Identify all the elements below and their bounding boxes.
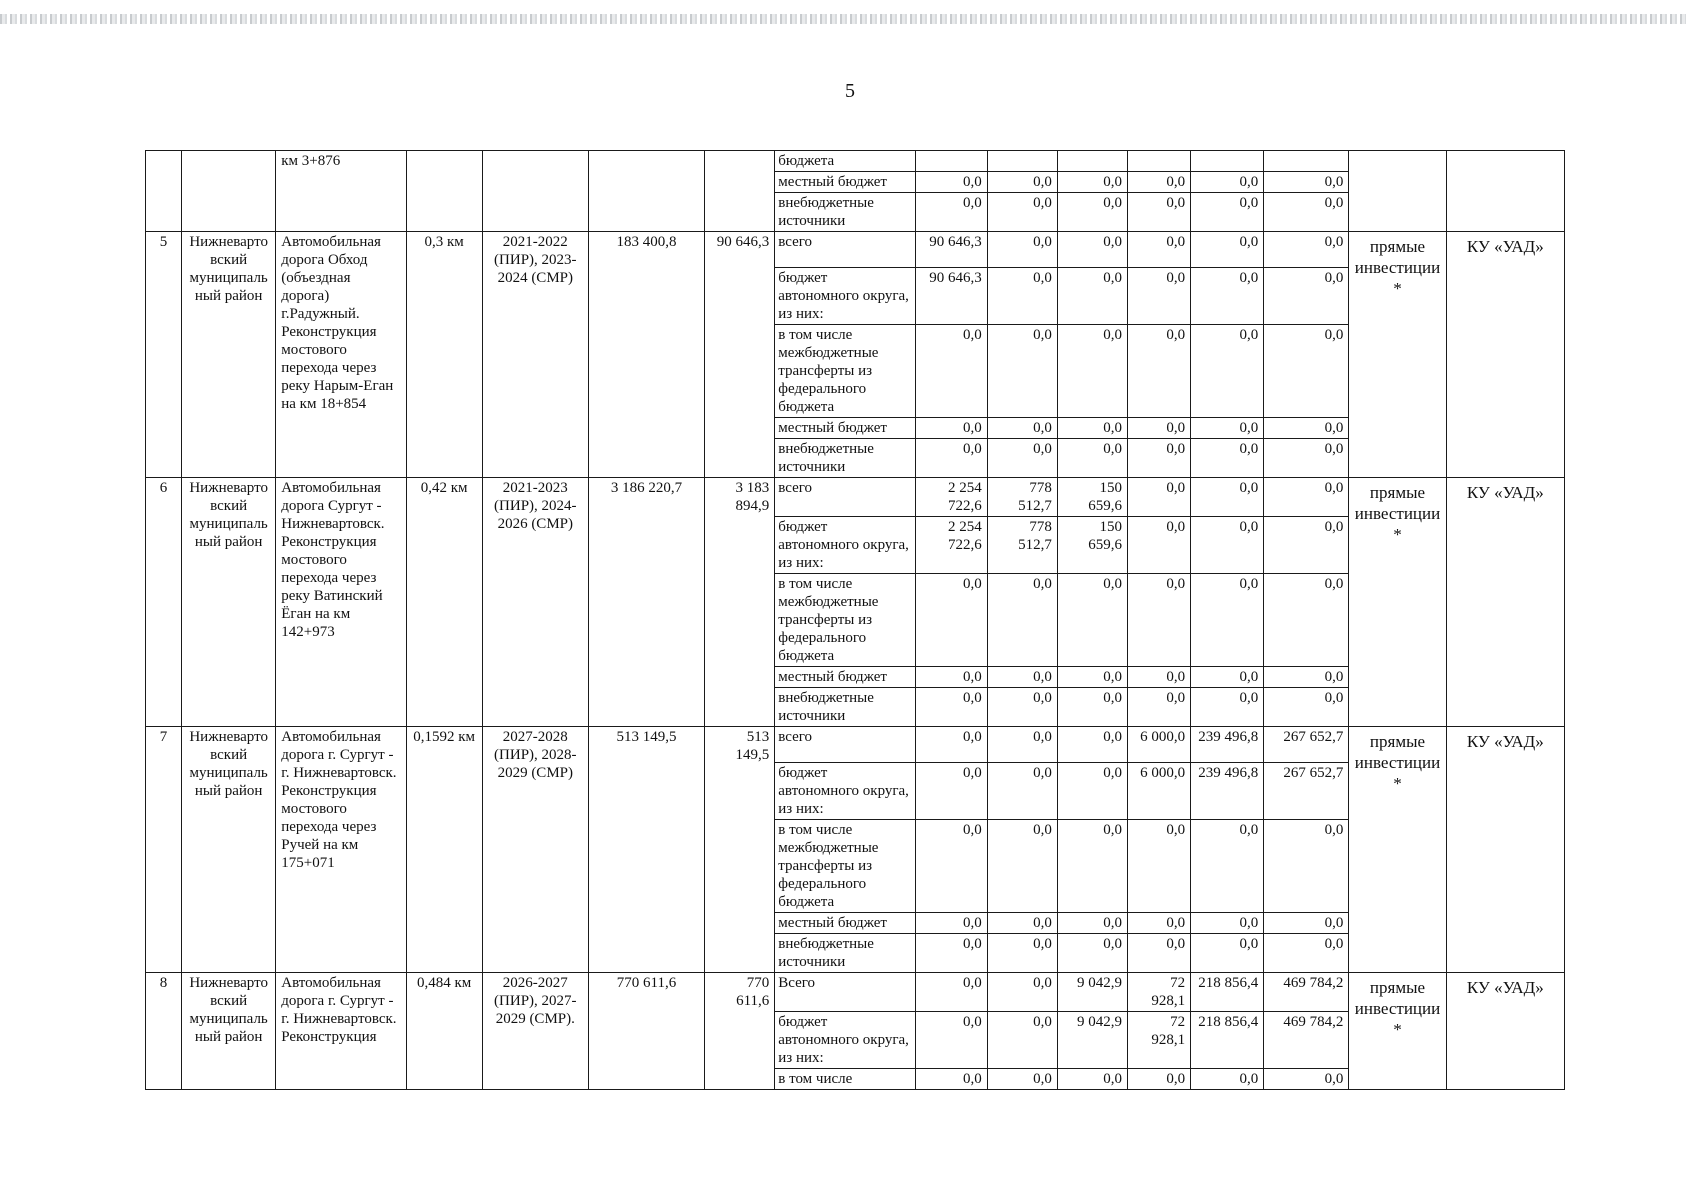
amount-cell: 0,0 (1191, 913, 1264, 934)
amount-cell: 0,0 (987, 418, 1057, 439)
amount-cell: 0,0 (987, 763, 1057, 820)
remaining-cost: 90 646,3 (705, 232, 775, 478)
length: 0,484 км (406, 973, 482, 1090)
amount-cell: 218 856,4 (1191, 1012, 1264, 1069)
amount-cell: 0,0 (1191, 232, 1264, 268)
amount-cell: 0,0 (1264, 439, 1349, 478)
amount-cell: 0,0 (1264, 574, 1349, 667)
amount-cell: 0,0 (987, 913, 1057, 934)
amount-cell: 0,0 (1264, 268, 1349, 325)
investment-form: прямые инвестиции * (1349, 973, 1446, 1090)
amount-cell: 239 496,8 (1191, 727, 1264, 763)
amount-cell: 150 659,6 (1057, 517, 1127, 574)
amount-cell: 9 042,9 (1057, 973, 1127, 1012)
scan-streak (0, 14, 1686, 24)
investment-table (145, 150, 1565, 1090)
customer: КУ «УАД» (1446, 478, 1564, 727)
funding-source: бюджет автономного округа, из них: (775, 268, 915, 325)
period: 2021-2022 (ПИР), 2023-2024 (СМР) (482, 232, 588, 478)
amount-cell: 0,0 (1264, 934, 1349, 973)
amount-cell: 0,0 (1127, 478, 1190, 517)
amount-cell: 0,0 (1127, 913, 1190, 934)
amount-cell: 0,0 (1127, 418, 1190, 439)
period: 2026-2027 (ПИР), 2027-2029 (СМР). (482, 973, 588, 1090)
amount-cell: 0,0 (915, 820, 987, 913)
investment-form: прямые инвестиции * (1349, 232, 1446, 478)
funding-source: в том числе межбюджетные трансферты из федерального бюджета (775, 820, 915, 913)
amount-cell: 72 928,1 (1127, 973, 1190, 1012)
funding-source: Всего (775, 973, 915, 1012)
amount-cell: 0,0 (987, 820, 1057, 913)
amount-cell: 0,0 (1057, 913, 1127, 934)
amount-cell: 0,0 (987, 232, 1057, 268)
amount-cell: 0,0 (915, 418, 987, 439)
amount-cell: 0,0 (1057, 268, 1127, 325)
amount-cell: 0,0 (915, 934, 987, 973)
amount-cell: 469 784,2 (1264, 1012, 1349, 1069)
remaining-cost: 3 183 894,9 (705, 478, 775, 727)
amount-cell: 0,0 (915, 193, 987, 232)
customer: КУ «УАД» (1446, 973, 1564, 1090)
amount-cell: 2 254 722,6 (915, 478, 987, 517)
amount-cell: 469 784,2 (1264, 973, 1349, 1012)
length: 0,3 км (406, 232, 482, 478)
amount-cell: 0,0 (1057, 172, 1127, 193)
amount-cell (987, 151, 1057, 172)
amount-cell: 0,0 (915, 172, 987, 193)
amount-cell: 0,0 (1057, 763, 1127, 820)
amount-cell: 0,0 (987, 934, 1057, 973)
customer: КУ «УАД» (1446, 232, 1564, 478)
amount-cell: 0,0 (1191, 1069, 1264, 1090)
amount-cell: 2 254 722,6 (915, 517, 987, 574)
amount-cell: 0,0 (1057, 1069, 1127, 1090)
amount-cell: 0,0 (1127, 232, 1190, 268)
amount-cell: 0,0 (915, 325, 987, 418)
amount-cell: 0,0 (1057, 667, 1127, 688)
table-row (146, 478, 1565, 517)
amount-cell: 0,0 (1127, 667, 1190, 688)
row-number: 6 (146, 478, 182, 727)
object-name: Автомобильная дорога Обход (объездная дорога) г.Радужный. Реконструкция мостового перехода через реку Нарым-Еган на км 18+854 (276, 232, 406, 478)
amount-cell: 0,0 (1264, 232, 1349, 268)
amount-cell: 0,0 (1191, 478, 1264, 517)
amount-cell: 0,0 (1191, 667, 1264, 688)
amount-cell: 0,0 (1127, 1069, 1190, 1090)
amount-cell: 0,0 (1191, 268, 1264, 325)
funding-source: местный бюджет (775, 172, 915, 193)
amount-cell: 0,0 (987, 1069, 1057, 1090)
amount-cell: 0,0 (987, 439, 1057, 478)
amount-cell: 0,0 (1191, 418, 1264, 439)
object-name: км 3+876 (276, 151, 406, 232)
period (482, 151, 588, 232)
amount-cell: 0,0 (1264, 688, 1349, 727)
object-name: Автомобильная дорога Сургут - Нижневартовск. Реконструкция мостового перехода через реку Ватинский Ёган на км 142+973 (276, 478, 406, 727)
length (406, 151, 482, 232)
amount-cell: 0,0 (915, 1069, 987, 1090)
funding-source: местный бюджет (775, 913, 915, 934)
amount-cell: 0,0 (1127, 574, 1190, 667)
amount-cell: 0,0 (1057, 418, 1127, 439)
amount-cell: 0,0 (987, 688, 1057, 727)
investment-form: прямые инвестиции * (1349, 727, 1446, 973)
amount-cell: 0,0 (987, 193, 1057, 232)
remaining-cost (705, 151, 775, 232)
funding-source: внебюджетные источники (775, 688, 915, 727)
amount-cell: 0,0 (915, 1012, 987, 1069)
length: 0,1592 км (406, 727, 482, 973)
funding-source: внебюджетные источники (775, 193, 915, 232)
amount-cell: 0,0 (1191, 517, 1264, 574)
district-name: Нижневартовский муниципальный район (182, 973, 276, 1090)
remaining-cost: 770 611,6 (705, 973, 775, 1090)
amount-cell: 90 646,3 (915, 268, 987, 325)
amount-cell: 0,0 (1127, 268, 1190, 325)
object-name: Автомобильная дорога г. Сургут - г. Нижневартовск. Реконструкция мостового перехода через Ручей на км 175+071 (276, 727, 406, 973)
amount-cell: 0,0 (987, 727, 1057, 763)
amount-cell: 0,0 (1127, 439, 1190, 478)
page-number: 5 (845, 80, 855, 102)
amount-cell: 0,0 (1057, 325, 1127, 418)
investment-form: прямые инвестиции * (1349, 478, 1446, 727)
amount-cell: 0,0 (1264, 667, 1349, 688)
funding-source: бюджет автономного округа, из них: (775, 517, 915, 574)
funding-source: всего (775, 232, 915, 268)
amount-cell: 0,0 (987, 268, 1057, 325)
amount-cell: 0,0 (1057, 439, 1127, 478)
amount-cell: 0,0 (915, 667, 987, 688)
amount-cell: 0,0 (915, 973, 987, 1012)
amount-cell (1264, 151, 1349, 172)
amount-cell: 72 928,1 (1127, 1012, 1190, 1069)
amount-cell: 0,0 (1127, 517, 1190, 574)
amount-cell: 0,0 (1264, 1069, 1349, 1090)
funding-source: в том числе межбюджетные трансферты из федерального бюджета (775, 325, 915, 418)
funding-source: всего (775, 478, 915, 517)
amount-cell: 239 496,8 (1191, 763, 1264, 820)
cost: 183 400,8 (588, 232, 704, 478)
table-body (146, 151, 1565, 1090)
cost: 3 186 220,7 (588, 478, 704, 727)
amount-cell: 0,0 (1057, 688, 1127, 727)
amount-cell: 0,0 (1191, 172, 1264, 193)
amount-cell: 218 856,4 (1191, 973, 1264, 1012)
amount-cell: 0,0 (1127, 193, 1190, 232)
remaining-cost: 513 149,5 (705, 727, 775, 973)
amount-cell: 0,0 (1191, 934, 1264, 973)
district-name: Нижневартовский муниципальный район (182, 478, 276, 727)
amount-cell: 90 646,3 (915, 232, 987, 268)
amount-cell: 0,0 (1127, 934, 1190, 973)
amount-cell (1127, 151, 1190, 172)
funding-source: бюджет автономного округа, из них: (775, 763, 915, 820)
amount-cell: 0,0 (1127, 325, 1190, 418)
funding-source: в том числе межбюджетные трансферты из федерального бюджета (775, 574, 915, 667)
funding-source: бюджет автономного округа, из них: (775, 1012, 915, 1069)
amount-cell: 0,0 (1264, 820, 1349, 913)
amount-cell: 0,0 (1057, 727, 1127, 763)
amount-cell: 0,0 (915, 574, 987, 667)
amount-cell: 6 000,0 (1127, 727, 1190, 763)
cost: 770 611,6 (588, 973, 704, 1090)
funding-source: внебюджетные источники (775, 934, 915, 973)
funding-source: внебюджетные источники (775, 439, 915, 478)
amount-cell: 0,0 (1127, 172, 1190, 193)
amount-cell: 0,0 (1264, 478, 1349, 517)
funding-source: всего (775, 727, 915, 763)
amount-cell: 0,0 (987, 574, 1057, 667)
period: 2027-2028 (ПИР), 2028-2029 (СМР) (482, 727, 588, 973)
amount-cell: 6 000,0 (1127, 763, 1190, 820)
row-number: 5 (146, 232, 182, 478)
amount-cell: 0,0 (1264, 193, 1349, 232)
amount-cell: 0,0 (1264, 172, 1349, 193)
amount-cell: 0,0 (987, 325, 1057, 418)
amount-cell: 0,0 (1191, 439, 1264, 478)
amount-cell (1191, 151, 1264, 172)
district-name: Нижневартовский муниципальный район (182, 232, 276, 478)
row-number: 7 (146, 727, 182, 973)
amount-cell: 0,0 (915, 688, 987, 727)
district-name (182, 151, 276, 232)
amount-cell: 0,0 (915, 439, 987, 478)
amount-cell: 778 512,7 (987, 478, 1057, 517)
row-number: 8 (146, 973, 182, 1090)
amount-cell: 0,0 (987, 667, 1057, 688)
funding-source: местный бюджет (775, 418, 915, 439)
amount-cell: 0,0 (915, 727, 987, 763)
amount-cell (915, 151, 987, 172)
amount-cell: 0,0 (1191, 820, 1264, 913)
table-row (146, 727, 1565, 763)
table-row (146, 151, 1565, 172)
amount-cell: 778 512,7 (987, 517, 1057, 574)
amount-cell: 0,0 (1057, 232, 1127, 268)
cost: 513 149,5 (588, 727, 704, 973)
amount-cell: 0,0 (1264, 418, 1349, 439)
amount-cell: 0,0 (987, 973, 1057, 1012)
investment-form (1349, 151, 1446, 232)
amount-cell: 267 652,7 (1264, 763, 1349, 820)
object-name: Автомобильная дорога г. Сургут - г. Нижневартовск. Реконструкция (276, 973, 406, 1090)
cost (588, 151, 704, 232)
amount-cell: 9 042,9 (1057, 1012, 1127, 1069)
customer: КУ «УАД» (1446, 727, 1564, 973)
amount-cell: 0,0 (1264, 517, 1349, 574)
amount-cell: 0,0 (915, 763, 987, 820)
period: 2021-2023 (ПИР), 2024-2026 (СМР) (482, 478, 588, 727)
amount-cell: 0,0 (915, 913, 987, 934)
amount-cell: 0,0 (1191, 193, 1264, 232)
table-row (146, 973, 1565, 1012)
district-name: Нижневартовский муниципальный район (182, 727, 276, 973)
amount-cell: 0,0 (1191, 574, 1264, 667)
length: 0,42 км (406, 478, 482, 727)
amount-cell (1057, 151, 1127, 172)
amount-cell: 0,0 (1127, 688, 1190, 727)
amount-cell: 267 652,7 (1264, 727, 1349, 763)
amount-cell: 0,0 (1264, 913, 1349, 934)
amount-cell: 0,0 (1057, 820, 1127, 913)
amount-cell: 0,0 (1191, 325, 1264, 418)
funding-source: бюджета (775, 151, 915, 172)
funding-source: местный бюджет (775, 667, 915, 688)
amount-cell: 0,0 (1057, 934, 1127, 973)
row-number (146, 151, 182, 232)
amount-cell: 0,0 (1191, 688, 1264, 727)
amount-cell: 0,0 (1057, 574, 1127, 667)
customer (1446, 151, 1564, 232)
amount-cell: 0,0 (987, 172, 1057, 193)
amount-cell: 0,0 (1127, 820, 1190, 913)
table-row (146, 232, 1565, 268)
amount-cell: 0,0 (1264, 325, 1349, 418)
amount-cell: 0,0 (1057, 193, 1127, 232)
amount-cell: 150 659,6 (1057, 478, 1127, 517)
funding-source: в том числе (775, 1069, 915, 1090)
amount-cell: 0,0 (987, 1012, 1057, 1069)
